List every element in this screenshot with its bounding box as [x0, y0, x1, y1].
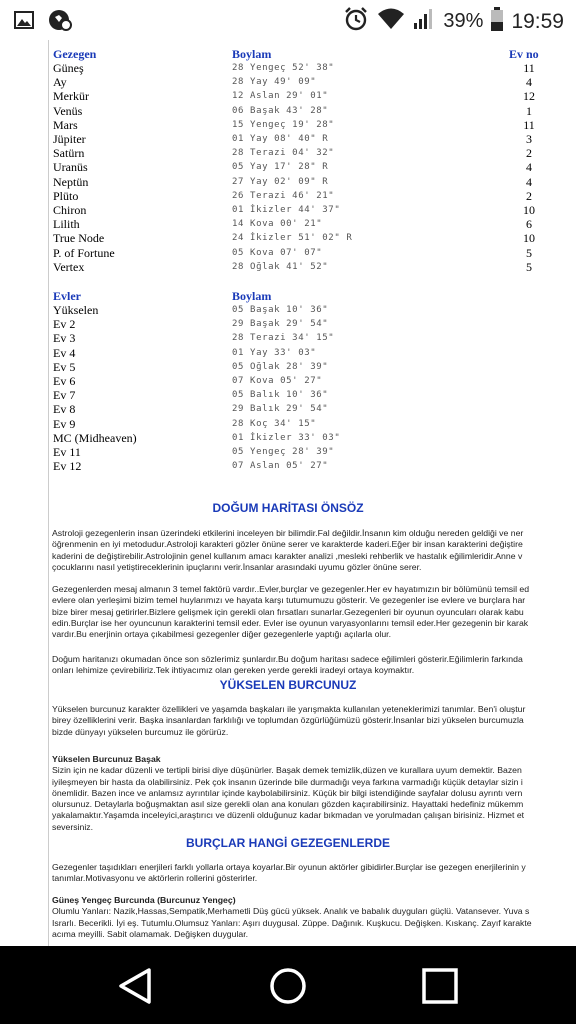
page-border: [48, 40, 49, 946]
table-row: [53, 104, 553, 118]
text-line: Israrlı. Becerikli. İyi eş. Tutumlu.Olumsuz Yanları: Aşırı duygusal. Züppe. Dağınık. Kuşkucu. Değişken. Kıskanç. Zayıf karakte: [52, 917, 532, 928]
rising-paragraph-2: [52, 754, 576, 833]
signs-title: BURÇLAR HANGİ GEZEGENLERDE: [185, 836, 390, 850]
planet-house: 1: [526, 103, 532, 118]
planets-table: [53, 47, 573, 282]
house-name: Ev 9: [53, 416, 76, 431]
table-row: [53, 374, 553, 388]
status-bar: [0, 0, 576, 40]
rising-paragraph-1: [52, 704, 576, 738]
longitude-header: Boylam: [232, 47, 272, 61]
text-line: önemlidir. Bazen ince ve anlamsız ayrıntılar içinde kaybolabilirsiniz. Küçük bir bilgi istendiğinde sayfalar dolusu ayrıntı vern: [52, 787, 523, 798]
planet-longitude: 01 İkizler 44' 37": [232, 205, 341, 215]
planet-house: 4: [526, 75, 532, 90]
planet-house: 11: [523, 61, 535, 75]
home-icon: [268, 966, 308, 1006]
planet-house: 11: [523, 117, 535, 132]
battery-percent: 39%: [443, 10, 484, 32]
text-line: acıma meyilli. Sabit olamamak. Değişken duygular.: [52, 928, 249, 939]
intro-paragraph-3: [52, 654, 576, 677]
back-icon: [117, 966, 153, 1006]
house-name: MC (Midheaven): [53, 430, 137, 445]
text-line: bize birer mesaj getirirler.Bizlere gelişmek için gerekli olan fırsatları sunarlar.Gezegenleri bir oyunun oyuncuları olarak kabu: [52, 606, 524, 617]
table-row: [53, 132, 553, 146]
text-line: kaderini de değiştirebilir.Astrolojinin genel kullanım amacı karakter analizi ,mesleki rehberlik ve hastalık eğilimleridir.Anne v: [52, 550, 523, 561]
house-name: Yükselen: [53, 303, 99, 317]
planet-name: Chiron: [53, 203, 87, 217]
intro-paragraph-1: [52, 528, 576, 573]
table-row: [53, 203, 553, 217]
house-name: Ev 8: [53, 402, 76, 417]
text-line: olursunuz. Detaylarla boğuşmaktan asıl size gerekli olan ana konuları gözden kaçırabilirsiniz. Hayattaki hedefiniz mükemm: [52, 799, 524, 810]
table-row: [53, 175, 553, 189]
table-row: [53, 217, 553, 231]
planet-name: Neptün: [53, 174, 89, 189]
table-row: [53, 331, 553, 345]
text-line: öğrenmenin en iyi metodudur.Astroloji karakteri gözler önüne serer ve karakterde kaderi.Eğer bir insan karakterini değiştire: [52, 539, 523, 550]
planet-longitude: 27 Yay 02' 09" R: [232, 176, 329, 187]
planet-name: Jüpiter: [53, 132, 86, 146]
planet-name: Merkür: [53, 89, 89, 104]
text-line: tanımlar.Motivasyonu ve aktörlerin rollerini gösterirler.: [52, 873, 258, 884]
planet-longitude: 15 Yengeç 19' 28": [232, 119, 335, 130]
table-row: [53, 189, 553, 203]
house-name: Ev 12: [53, 459, 82, 474]
table-row: [53, 89, 553, 103]
rising-subtitle: Yükselen Burcunuz Başak: [52, 754, 161, 764]
house-longitude: 29 Başak 29' 54": [232, 319, 329, 330]
planet-longitude: 28 Yay 49' 09": [232, 77, 317, 88]
house-longitude: 28 Terazi 34' 15": [232, 333, 335, 344]
wifi-icon: [377, 7, 405, 36]
table-row: [53, 160, 553, 174]
planet-longitude: 01 Yay 08' 40" R: [232, 134, 329, 144]
text-line: yakalamaktır.Yaşamda inceleyici,araştırıcı ve düzenli olduğunuz kadar bıkmadan ve yorulmadan çalışan birisiniz. Hizmet et: [52, 810, 525, 821]
text-line: Olumlu Yanları: Nazik,Hassas,Sempatik,Merhametli Düş gücü yüksek. Analık ve babalık duyguları güçlü. Vatansever. Yuva s: [52, 906, 530, 917]
planet-name: P. of Fortune: [53, 245, 115, 260]
table-row: [53, 402, 553, 416]
text-line: birey özelliklerini verir. Başka insanlardan farklılığı ve toplumdan özgürlüğümüzü gösterir.İnsanlar bizi yükselen burcumuzla: [52, 715, 524, 726]
text-line: çocuklarını nasıl yetiştireceklerinin ipuçlarını verir.İnsanlar arasındaki uyumu gözler önüne serer.: [52, 561, 422, 572]
table-row: [53, 231, 553, 245]
planet-house: 5: [526, 245, 532, 260]
table-row: [53, 360, 553, 374]
house-longitude: 28 Koç 34' 15": [232, 418, 317, 429]
house-no-header: Ev no: [509, 47, 539, 61]
signs-paragraph-2: [52, 895, 576, 940]
sun-sign-subtitle: Güneş Yengeç Burcunda (Burcunuz Yengeç): [52, 895, 236, 905]
text-line: Sizin için ne kadar düzenli ve tertipli birisi diye düşünürler. Başak demek temizlik,düzen ve kurallara uyum demektir. Bazen: [52, 765, 522, 776]
table-row: [53, 459, 553, 473]
planet-house: 3: [526, 132, 532, 146]
planet-house: 2: [526, 188, 532, 203]
table-row: [53, 431, 553, 445]
planet-house: 4: [526, 174, 532, 189]
navigation-bar: [0, 946, 576, 1024]
planet-longitude: 24 İkizler 51' 02" R: [232, 233, 353, 244]
home-button[interactable]: [264, 962, 312, 1010]
planet-name: Mars: [53, 117, 78, 132]
planet-house: 4: [526, 160, 532, 175]
planet-house: 10: [523, 231, 535, 246]
recents-button[interactable]: [416, 962, 464, 1010]
text-line: onları lehimize çevirebiliriz.Tek ihtiyacımız olan gereken yerde gerekli iradeyi ortaya koymaktır.: [52, 665, 415, 676]
planet-house: 12: [523, 89, 535, 104]
table-row: [53, 118, 553, 132]
table-row: [53, 388, 553, 402]
house-longitude: 01 Yay 33' 03": [232, 347, 317, 358]
house-name: Ev 2: [53, 317, 76, 332]
table-row: [53, 346, 553, 360]
houses-table: [53, 289, 573, 479]
back-button[interactable]: [111, 962, 159, 1010]
planet-longitude: 12 Aslan 29' 01": [232, 91, 329, 102]
planet-longitude: 06 Başak 43' 28": [232, 105, 329, 116]
houses-header: Evler: [53, 289, 81, 303]
house-longitude: 05 Başak 10' 36": [232, 305, 329, 315]
houses-longitude-header: Boylam: [232, 289, 272, 303]
house-longitude: 07 Kova 05' 27": [232, 376, 323, 386]
battery-icon: [491, 7, 503, 36]
planet-longitude: 26 Terazi 46' 21": [232, 190, 335, 201]
table-row: [53, 303, 553, 317]
text-line: Doğum haritanızı okumadan önce son sözlerimiz şunlardır.Bu doğum haritası sadece eğilimleri gösterir.Eğilimlerin farkında: [52, 654, 523, 664]
image-icon: [14, 10, 34, 35]
planet-name: True Node: [53, 231, 105, 246]
text-line: seversiniz.: [52, 821, 94, 832]
page-content[interactable]: [0, 40, 576, 946]
planet-name: Vertex: [53, 259, 85, 274]
planet-house: 5: [526, 259, 532, 274]
text-line: iyileşmeyen bir hasta da olabilirsiniz. Pek çok insanın üzerinde bile durmadığı veya farkına varmadığı küçük detaylar sizin i: [52, 776, 523, 787]
planet-name: Plüto: [53, 188, 79, 203]
house-longitude: 05 Oğlak 28' 39": [232, 361, 329, 372]
house-longitude: 07 Aslan 05' 27": [232, 461, 329, 472]
table-row: [53, 445, 553, 459]
planet-name: Lilith: [53, 217, 80, 232]
house-longitude: 01 İkizler 33' 03": [232, 432, 341, 443]
planet-name: Güneş: [53, 61, 84, 75]
planet-longitude: 05 Kova 07' 07": [232, 247, 323, 258]
house-longitude: 05 Balık 10' 36": [232, 390, 329, 401]
planet-house: 6: [526, 217, 532, 232]
planet-longitude: 28 Yengeç 52' 38": [232, 63, 335, 73]
text-line: bizde dünyayı yükselen burcumuz ile görürüz.: [52, 726, 229, 737]
house-name: Ev 4: [53, 345, 76, 360]
planet-name: Venüs: [53, 103, 83, 118]
planet-house: 2: [526, 146, 532, 161]
signs-paragraph-1: [52, 862, 576, 885]
table-row: [53, 417, 553, 431]
text-line: edin.Burçlar ise her oyuncunun karakterini temsil eder. Evler ise oyunun varyasyonlarını temsil eder.Her gezegenin bir karak: [52, 617, 529, 628]
text-line: Gezegenlerden mesaj almanın 3 temel faktörü vardır..Evler,burçlar ve gezegenler.Her ev hayatımızın bir bölümünü temsil ed: [52, 584, 530, 594]
house-longitude: 29 Balık 29' 54": [232, 404, 329, 415]
text-line: Astroloji gezegenlerin insan üzerindeki etkilerini inceleyen bir bilimdir.Fal değildir.İnsanın kim olduğu nereden geldiği ve ner: [52, 528, 524, 538]
planet-name: Ay: [53, 75, 67, 90]
planet-name: Uranüs: [53, 160, 88, 175]
house-name: Ev 6: [53, 374, 76, 388]
house-longitude: 05 Yengeç 28' 39": [232, 447, 335, 457]
text-line: Yükselen burcunuz karakter özellikleri ve yaşamda başkaları ile yarışmakta kullanılan yeteneklerimizi tanımlar. Ben'i oluştur: [52, 704, 526, 714]
planet-longitude: 05 Yay 17' 28" R: [232, 162, 329, 173]
planet-longitude: 14 Kova 00' 21": [232, 219, 323, 230]
house-name: Ev 7: [53, 388, 76, 403]
planet-longitude: 28 Oğlak 41' 52": [232, 261, 329, 272]
clock: 19:59: [511, 9, 564, 33]
signal-icon: [413, 7, 435, 36]
table-row: [53, 75, 553, 89]
house-name: Ev 11: [53, 445, 81, 459]
table-row: [53, 260, 553, 274]
intro-title: DOĞUM HARİTASI ÖNSÖZ: [212, 501, 364, 515]
text-line: vardır.Bu enerjinin ortaya çıkabilmesi gezegenler diğer gezegenlerle yaptığı açılarla olur.: [52, 629, 392, 640]
planet-house: 10: [523, 203, 535, 217]
recents-icon: [421, 967, 459, 1005]
house-name: Ev 3: [53, 331, 76, 346]
planet-longitude: 28 Terazi 04' 32": [232, 148, 335, 159]
table-row: [53, 246, 553, 260]
table-row: [53, 317, 553, 331]
rising-title: YÜKSELEN BURCUNUZ: [219, 678, 357, 692]
table-row: [53, 146, 553, 160]
intro-paragraph-2: [52, 584, 576, 640]
text-line: Gezegenler taşıdıkları enerjileri farklı yollarla ortaya koyarlar.Bir oyunun aktörler gibidirler.Burçlar ise gezegen enerjilerinin y: [52, 862, 526, 872]
text-line: evlere olan yerleşimi bizim temel huylarımızı ve hayata karşı tutumumuzu gösterir. Ve gezegenler ise evlere ve burçlara har: [52, 595, 526, 606]
planet-name: Satürn: [53, 146, 85, 161]
planet-header: Gezegen: [53, 47, 97, 61]
house-name: Ev 5: [53, 359, 76, 374]
notification-icon: [48, 8, 72, 37]
table-row: [53, 61, 553, 75]
alarm-icon: [343, 6, 369, 37]
